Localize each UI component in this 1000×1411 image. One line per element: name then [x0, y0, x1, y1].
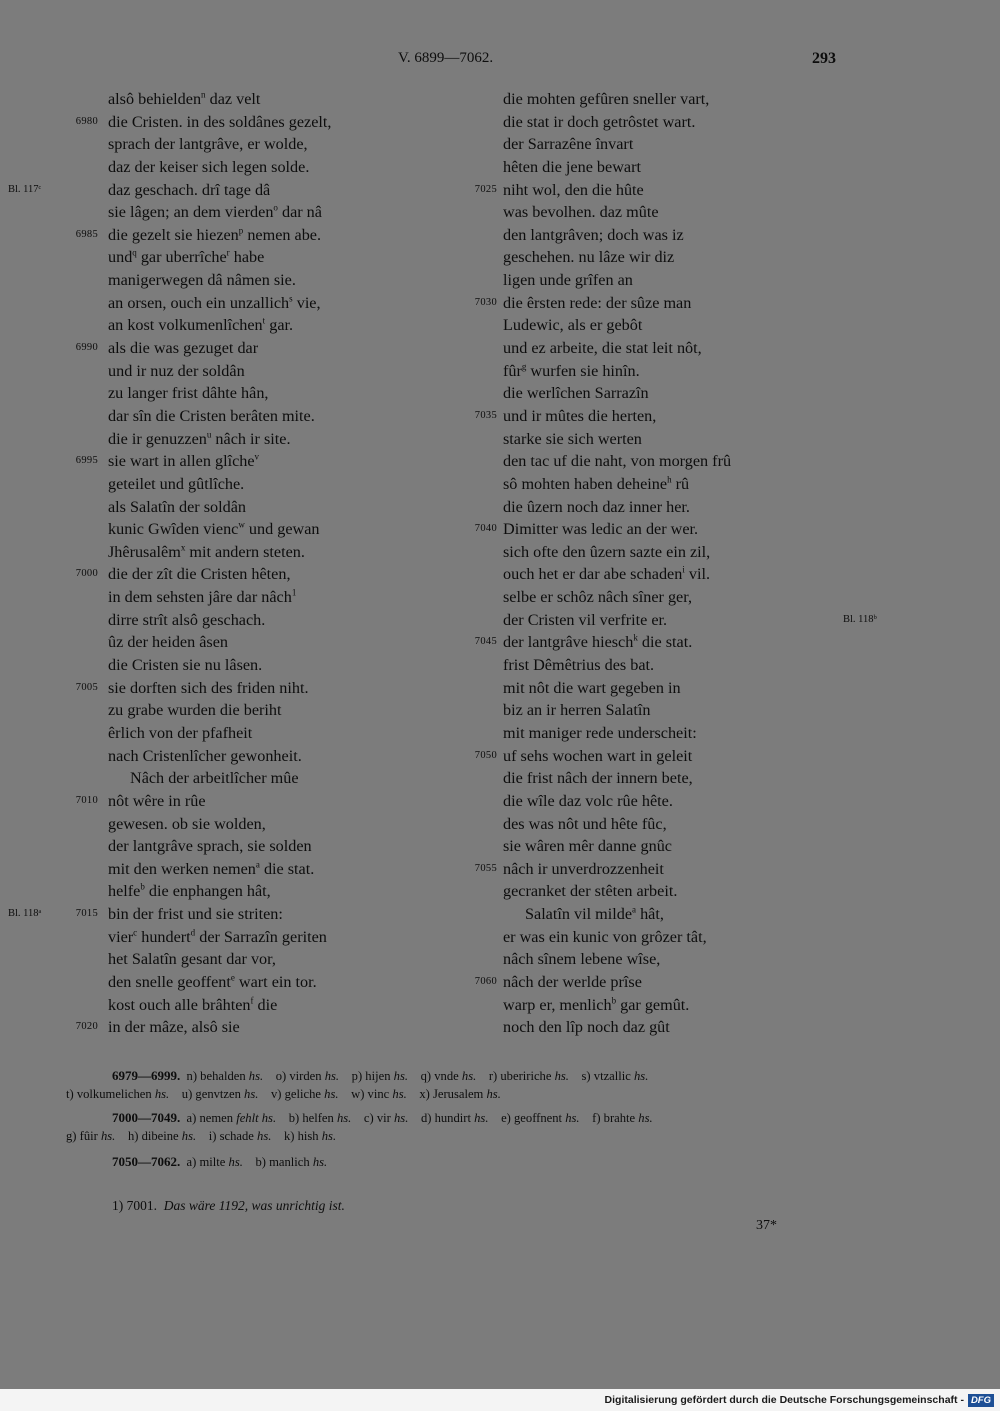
footnote-marker: p [238, 225, 244, 236]
verse-text: der lantgrâve sprach, sie solden [108, 837, 312, 856]
verse-text: kunic Gwîden vienc [108, 520, 239, 539]
verse-text: nôt wêre in rûe [108, 791, 206, 810]
verse-line [108, 722, 488, 745]
line-number: 7005 [75, 681, 98, 693]
verse-text: an kost volkumenlîchen [108, 316, 263, 335]
signature-mark: 37* [756, 1218, 777, 1233]
footnote-line [112, 1068, 648, 1084]
verse-text: nach Cristenlîcher gewonheit. [108, 746, 302, 765]
verse-text: zu grabe wurden die beriht [108, 701, 282, 720]
verse-line [108, 156, 488, 179]
verse-line [503, 111, 883, 134]
line-number: 6995 [75, 455, 98, 467]
verse-text: rû [671, 474, 690, 493]
verse-line [108, 994, 488, 1017]
verse-text: sie wâren mêr danne gnûc [503, 837, 672, 856]
verse-text: der Sarrazêne învart [503, 135, 634, 154]
verse-text: kost ouch alle brâhten [108, 995, 251, 1014]
footnote-marker: d [190, 927, 196, 938]
verse-text: dar sîn die Cristen berâten mite. [108, 406, 315, 425]
verse-text: hêten die jene bewart [503, 157, 641, 176]
line-number: 6990 [75, 342, 98, 354]
verse-line [474, 858, 883, 881]
verse-text: wart ein tor. [234, 972, 317, 991]
footnote-line [66, 1129, 336, 1144]
verse-line [75, 563, 488, 586]
footnote-marker: b [140, 882, 145, 893]
footnote-line [66, 1087, 501, 1102]
verse-line [108, 813, 488, 836]
footnote-text: t) volkumelichen hs. u) genvtzen hs. v) geliche hs. w) vinc hs. x) Jerusalem hs. [66, 1087, 501, 1101]
verse-text: die stat ir doch getrôstet wart. [503, 112, 696, 131]
line-number: 7015 [75, 908, 98, 920]
verse-text: und gewan [244, 520, 320, 539]
verse-text: und ez arbeite, die stat leit nôt, [503, 339, 702, 358]
verse-line [503, 880, 883, 903]
footnote-marker: v [254, 451, 260, 462]
line-number: 7060 [474, 975, 497, 987]
left-column [8, 88, 488, 1039]
verse-text: êrlich von der pfafheit [108, 723, 253, 742]
verse-text: die frist nâch der innern bete, [503, 769, 693, 788]
verse-line [503, 337, 883, 360]
verse-text: warp er, menlich [503, 995, 612, 1014]
verse-text: biz an ir herren Salatîn [503, 701, 651, 720]
verse-text: het Salatîn gesant dar vor, [108, 950, 276, 969]
verse-line [108, 699, 488, 722]
verse-text: mit andern steten. [185, 542, 305, 561]
verse-line [75, 677, 488, 700]
verse-text: manigerwegen dâ nâmen sie. [108, 271, 296, 290]
footnote-text: a) nemen fehlt hs. b) helfen hs. c) vir hs. d) hundirt hs. e) geoffnent hs. f) brahte hs. [186, 1111, 653, 1125]
verse-line [8, 903, 488, 926]
line-number: 7040 [474, 523, 497, 535]
verse-line [75, 790, 488, 813]
line-number: 7055 [474, 862, 497, 874]
footnote-marker: r [226, 248, 230, 259]
verse-line [503, 88, 883, 111]
verse-line [503, 246, 883, 269]
footnote-marker: h [667, 474, 672, 485]
verse-line [474, 292, 883, 315]
verse-line [503, 813, 883, 836]
verse-line [503, 699, 883, 722]
verse-text: Dimitter was ledic an der wer. [503, 520, 699, 539]
verse-line [108, 586, 488, 609]
verse-line [108, 314, 488, 337]
verse-line [503, 677, 883, 700]
verse-text: dar nâ [277, 203, 322, 222]
verse-line [474, 631, 883, 654]
footnote-line [112, 1110, 653, 1126]
verse-line [108, 541, 488, 564]
verse-line [108, 201, 488, 224]
verse-line [474, 405, 883, 428]
verse-text: helfe [108, 882, 141, 901]
verse-line [108, 926, 488, 949]
verse-line [503, 835, 883, 858]
footnote-range: 6979—6999. [112, 1068, 181, 1083]
footnote-line [112, 1154, 327, 1170]
verse-text: in dem sehsten jâre dar nâch [108, 588, 292, 607]
verse-text: daz velt [205, 90, 261, 108]
verse-text: was bevolhen. daz mûte [503, 203, 659, 222]
page-number: 293 [812, 50, 836, 67]
verse-line [503, 360, 883, 383]
verse-line [503, 948, 883, 971]
verse-text: die enphangen hât, [144, 882, 271, 901]
verse-line [474, 745, 883, 768]
verse-line [108, 382, 488, 405]
line-number: 7035 [474, 409, 497, 421]
verse-text: des was nôt und hête fûc, [503, 814, 667, 833]
verse-text: nâch der werlde prîse [503, 972, 642, 991]
verse-line [503, 563, 883, 586]
footnote-marker: e [230, 972, 235, 983]
verse-text: Ludewic, als er gebôt [503, 316, 643, 335]
verse-text: hât, [636, 905, 664, 924]
verse-line [75, 224, 488, 247]
verse-line [108, 133, 488, 156]
footnote-marker: k [633, 632, 638, 643]
verse-line [108, 948, 488, 971]
verse-line [503, 994, 883, 1017]
verse-text: mit maniger rede underscheit: [503, 723, 697, 742]
verse-text: den snelle geoffent [108, 972, 231, 991]
verse-text: der Sarrazîn geriten [195, 927, 327, 946]
verse-text: die [253, 995, 278, 1014]
verse-text: nâch sînem lebene wîse, [503, 950, 661, 969]
verse-line [503, 450, 883, 473]
verse-text: sô mohten haben deheine [503, 474, 668, 493]
footnote-range: 7000—7049. [112, 1110, 181, 1125]
verse-text: vie, [292, 293, 321, 312]
verse-line [503, 609, 883, 632]
verse-text: mit den werken nemen [108, 859, 256, 878]
verse-text: ligen unde grîfen an [503, 271, 633, 290]
verse-line [503, 156, 883, 179]
verse-line [75, 337, 488, 360]
verse-line [75, 1016, 488, 1039]
verse-line [503, 586, 883, 609]
footnote-marker: q [132, 248, 137, 259]
verse-line [503, 722, 883, 745]
line-number: 7045 [474, 636, 497, 648]
line-number: 6980 [75, 115, 98, 127]
verse-text: und ir mûtes die herten, [503, 406, 657, 425]
verse-text: daz der keiser sich legen solde. [108, 157, 310, 176]
verse-line [108, 360, 488, 383]
footnote-marker: a [632, 904, 637, 915]
verse-text: die mohten gefûren sneller vart, [503, 90, 710, 108]
verse-text: bin der frist und sie striten: [108, 905, 283, 924]
line-number: 7000 [75, 568, 98, 580]
verse-line [503, 133, 883, 156]
verse-text: die Cristen. in des soldânes gezelt, [108, 112, 332, 131]
verse-line [503, 382, 883, 405]
verse-line [108, 88, 488, 111]
verse-text: an orsen, ouch ein unzallich [108, 293, 290, 312]
line-number: 7020 [75, 1021, 98, 1033]
footnote-marker: f [250, 995, 254, 1006]
verse-text: uf sehs wochen wart in geleit [503, 746, 693, 765]
verse-line [474, 179, 883, 202]
verse-line [108, 269, 488, 292]
footnote-marker: o [273, 202, 278, 213]
verse-text: den tac uf die naht, von morgen frû [503, 452, 732, 471]
verse-text: noch den lîp noch daz gût [503, 1018, 670, 1037]
verse-text: in der mâze, alsô sie [108, 1018, 240, 1037]
verse-text: gecranket der stêten arbeit. [503, 882, 678, 901]
footer-bar [0, 1389, 1000, 1411]
verse-text: sie wart in allen glîche [108, 452, 255, 471]
footnote-marker: s [289, 293, 293, 304]
verse-text: gar gemût. [616, 995, 690, 1014]
verse-text: gewesen. ob sie wolden, [108, 814, 266, 833]
footnote-marker: c [133, 927, 138, 938]
verse-line [474, 971, 883, 994]
editor-note-text: Das wäre 1192, was unrichtig ist. [163, 1198, 345, 1213]
verse-line [503, 473, 883, 496]
editor-note-ref: 1) 7001. [112, 1198, 157, 1213]
verse-line [75, 111, 488, 134]
verse-text: starke sie sich werten [503, 429, 642, 448]
verse-line [108, 880, 488, 903]
verse-text: gar uberrîche [136, 248, 227, 267]
verse-text: selbe er schôz nâch sîner ger, [503, 588, 693, 607]
line-number: 7010 [75, 794, 98, 806]
verse-line [108, 246, 488, 269]
manuscript-folio-ref: Bl. 118ᵃ [8, 908, 42, 920]
verse-text: wurfen sie hinîn. [526, 361, 640, 380]
verse-line [503, 926, 883, 949]
verse-text: niht wol, den die hûte [503, 180, 644, 199]
verse-text: die êrsten rede: der sûze man [503, 293, 692, 312]
dfg-logo[interactable]: DFG [968, 1394, 994, 1407]
footnote-marker: t [262, 316, 266, 327]
editor-note [112, 1198, 345, 1214]
verse-line [503, 224, 883, 247]
verse-text: die der zît die Cristen hêten, [108, 565, 291, 584]
verse-line [108, 428, 488, 451]
verse-text: alsô behielden [108, 90, 202, 108]
verse-text: ûz der heiden âsen [108, 633, 228, 652]
verse-text: mit nôt die wart gegeben in [503, 678, 681, 697]
verse-text: nâch ir site. [211, 429, 291, 448]
verse-text: vil. [684, 565, 711, 584]
verse-text: die werlîchen Sarrazîn [503, 384, 649, 403]
footnote-marker: u [206, 429, 212, 440]
verse-text: Nâch der arbeitlîcher mûe [130, 769, 299, 788]
footnote-marker: w [238, 519, 245, 530]
verse-line [75, 450, 488, 473]
footnote-marker: a [255, 859, 260, 870]
verse-text: geteilet und gûtlîche. [108, 474, 245, 493]
verse-line [503, 428, 883, 451]
footnote-marker: 1 [291, 587, 297, 598]
verse-text: hundert [137, 927, 191, 946]
verse-text: Salatîn vil milde [525, 905, 633, 924]
running-head: V. 6899—7062. [398, 50, 494, 66]
footnote-marker: b [611, 995, 617, 1006]
verse-line [503, 201, 883, 224]
verse-line [503, 269, 883, 292]
footnote-range: 7050—7062. [112, 1154, 181, 1169]
verse-text: ouch het er dar abe schaden [503, 565, 683, 584]
verse-line [108, 835, 488, 858]
verse-text: die ir genuzzen [108, 429, 207, 448]
footnote-text: n) behalden hs. o) virden hs. p) hijen hs. q) vnde hs. r) ubeririche hs. s) vtzallic hs. [186, 1069, 649, 1083]
verse-line [503, 654, 883, 677]
verse-line [503, 767, 883, 790]
verse-text: nâch ir unverdrozzenheit [503, 859, 664, 878]
verse-line [503, 314, 883, 337]
footer-text: Digitalisierung gefördert durch die Deutsche Forschungsgemeinschaft - [604, 1394, 964, 1406]
verse-line [108, 767, 488, 790]
verse-text: der lantgrâve hiesch [503, 633, 634, 652]
verse-line [503, 790, 883, 813]
verse-text: sprach der lantgrâve, er wolde, [108, 135, 308, 154]
verse-line [108, 473, 488, 496]
line-number: 7030 [474, 296, 497, 308]
verse-text: nemen abe. [243, 225, 322, 244]
manuscript-folio-ref: Bl. 117ᶜ [8, 183, 42, 195]
manuscript-folio-ref: Bl. 118ᵇ [843, 613, 877, 625]
verse-text: die stat. [637, 633, 693, 652]
footnote-marker: n [201, 89, 206, 100]
verse-text: Jhêrusalêm [108, 542, 181, 561]
verse-text: als Salatîn der soldân [108, 497, 247, 516]
verse-text: und [108, 248, 133, 267]
line-number: 7025 [474, 183, 497, 195]
verse-line [503, 903, 883, 926]
verse-text: die stat. [259, 859, 315, 878]
verse-text: geschehen. nu lâze wir diz [503, 248, 675, 267]
verse-text: die ûzern noch daz inner her. [503, 497, 690, 516]
right-column [474, 88, 883, 1039]
line-number: 6985 [75, 228, 98, 240]
verse-text: den lantgrâven; doch was iz [503, 225, 684, 244]
footnote-text: g) fûir hs. h) dibeine hs. i) schade hs. k) hish hs. [66, 1129, 337, 1143]
verse-text: vier [108, 927, 134, 946]
verse-text: zu langer frist dâhte hân, [108, 384, 269, 403]
verse-text: er was ein kunic von grôzer tât, [503, 927, 707, 946]
verse-line [108, 609, 488, 632]
verse-text: sie dorften sich des friden niht. [108, 678, 309, 697]
verse-text: und ir nuz der soldân [108, 361, 245, 380]
verse-text: frist Dêmêtrius des bat. [503, 656, 655, 675]
verse-text: sie lâgen; an dem vierden [108, 203, 274, 222]
verse-text: die gezelt sie hiezen [108, 225, 239, 244]
verse-line [503, 496, 883, 519]
footnote-marker: x [180, 542, 186, 553]
verse-text: habe [229, 248, 265, 267]
verse-text: gar. [265, 316, 294, 335]
footnote-marker: i [682, 565, 685, 576]
footnote-text: a) milte hs. b) manlich hs. [186, 1155, 328, 1169]
verse-line [474, 518, 883, 541]
verse-line [503, 1016, 883, 1039]
verse-text: der Cristen vil verfrite er. [503, 610, 668, 629]
verse-text: sich ofte den ûzern sazte ein zil, [503, 542, 711, 561]
verse-text: die wîle daz volc rûe hête. [503, 791, 673, 810]
verse-line [503, 541, 883, 564]
line-number: 7050 [474, 749, 497, 761]
footnote-marker: g [521, 361, 527, 372]
verse-text: dirre strît alsô geschach. [108, 610, 266, 629]
verse-line [108, 654, 488, 677]
verse-text: als die was gezuget dar [108, 339, 259, 358]
verse-text: daz geschach. drî tage dâ [108, 180, 271, 199]
verse-line [108, 496, 488, 519]
verse-text: die Cristen sie nu lâsen. [108, 656, 263, 675]
verse-text: fûr [503, 361, 522, 380]
